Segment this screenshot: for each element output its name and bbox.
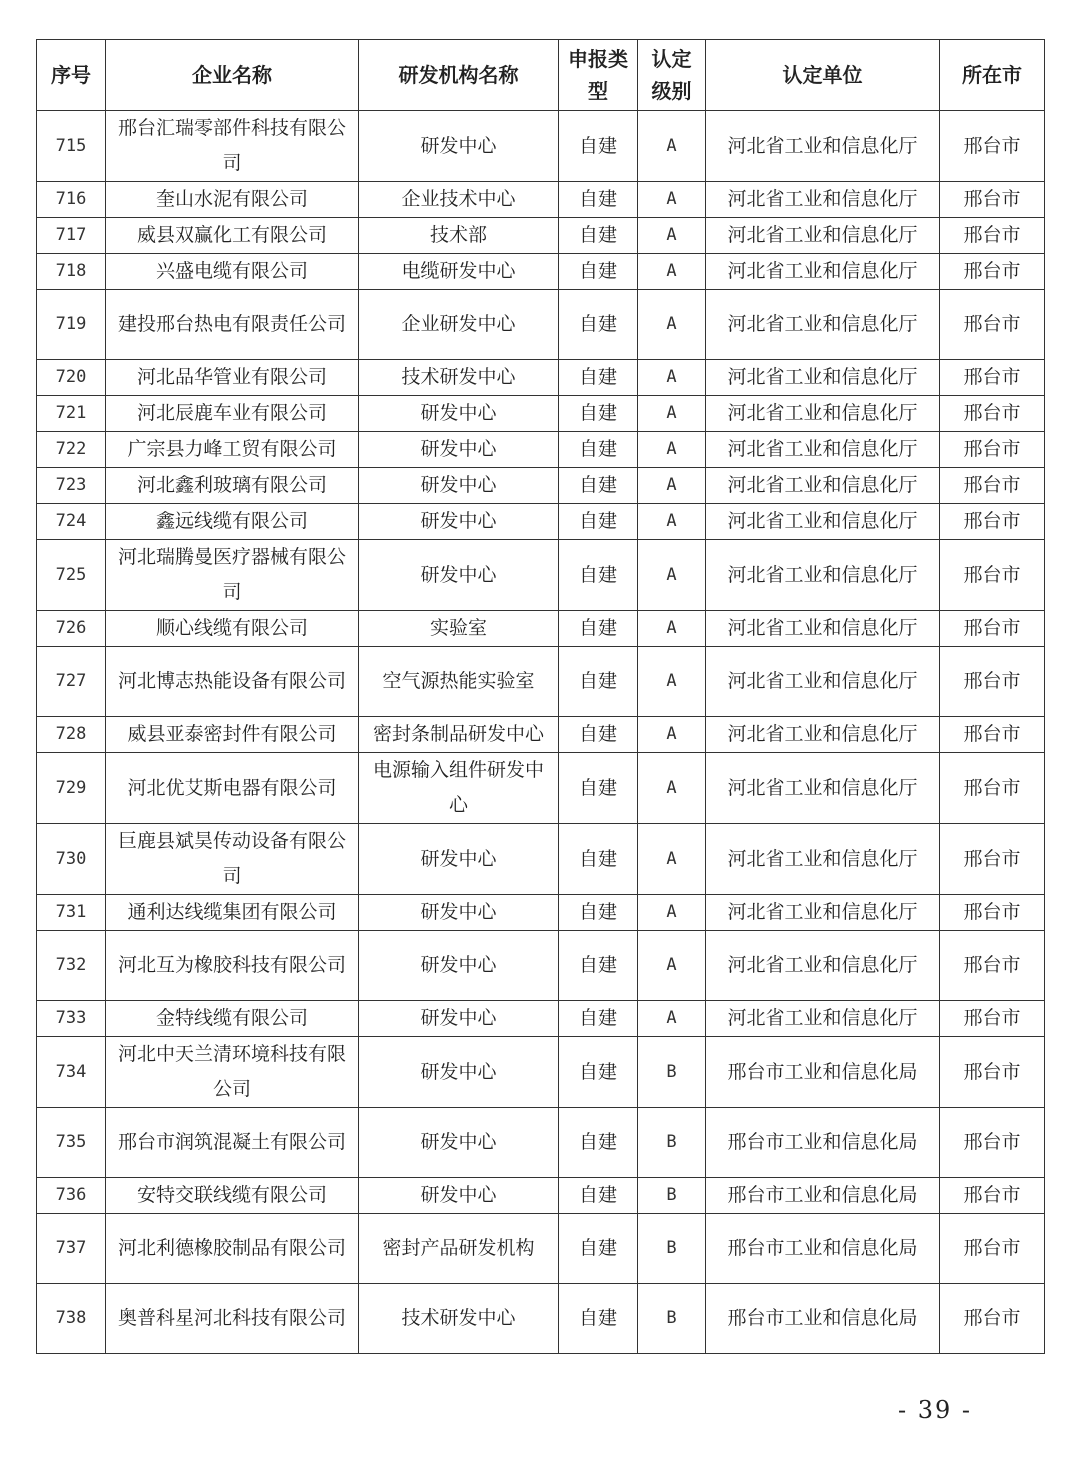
- cell-company: 河北鑫利玻璃有限公司: [106, 468, 359, 504]
- cell-rd-org: 密封条制品研发中心: [359, 717, 559, 753]
- cell-rd-org: 研发中心: [359, 931, 559, 1001]
- cell-unit: 邢台市工业和信息化局: [706, 1037, 940, 1108]
- table-row: [37, 254, 1045, 290]
- cell-company: 广宗县力峰工贸有限公司: [106, 432, 359, 468]
- cell-rd-org: 研发中心: [359, 1037, 559, 1108]
- cell-seq: 730: [37, 824, 106, 895]
- cell-company: 通利达线缆集团有限公司: [106, 895, 359, 931]
- table-row: [37, 1001, 1045, 1037]
- cell-city: 邢台市: [940, 218, 1045, 254]
- cell-level: A: [638, 111, 706, 182]
- cell-unit: 河北省工业和信息化厅: [706, 468, 940, 504]
- cell-level: A: [638, 432, 706, 468]
- cell-unit: 河北省工业和信息化厅: [706, 647, 940, 717]
- cell-rd-org: 研发中心: [359, 396, 559, 432]
- table-row: [37, 895, 1045, 931]
- cell-city: 邢台市: [940, 254, 1045, 290]
- cell-apply-type: 自建: [559, 1037, 638, 1108]
- table-row: [37, 218, 1045, 254]
- cell-company: 邢台汇瑞零部件科技有限公司: [106, 111, 359, 182]
- table-row: [37, 1178, 1045, 1214]
- cell-seq: 715: [37, 111, 106, 182]
- cell-unit: 河北省工业和信息化厅: [706, 1001, 940, 1037]
- cell-level: B: [638, 1108, 706, 1178]
- cell-seq: 716: [37, 182, 106, 218]
- cell-unit: 河北省工业和信息化厅: [706, 611, 940, 647]
- cell-company: 奥普科星河北科技有限公司: [106, 1284, 359, 1354]
- cell-company: 顺心线缆有限公司: [106, 611, 359, 647]
- cell-city: 邢台市: [940, 290, 1045, 360]
- cell-rd-org: 研发中心: [359, 540, 559, 611]
- cell-apply-type: 自建: [559, 396, 638, 432]
- cell-apply-type: 自建: [559, 218, 638, 254]
- table-row: [37, 540, 1045, 611]
- cell-level: A: [638, 468, 706, 504]
- cell-seq: 718: [37, 254, 106, 290]
- cell-seq: 719: [37, 290, 106, 360]
- cell-rd-org: 电缆研发中心: [359, 254, 559, 290]
- cell-rd-org: 密封产品研发机构: [359, 1214, 559, 1284]
- cell-apply-type: 自建: [559, 1284, 638, 1354]
- cell-apply-type: 自建: [559, 432, 638, 468]
- cell-apply-type: 自建: [559, 611, 638, 647]
- cell-city: 邢台市: [940, 432, 1045, 468]
- cell-apply-type: 自建: [559, 360, 638, 396]
- header-city: 所在市: [940, 40, 1045, 111]
- cell-unit: 河北省工业和信息化厅: [706, 290, 940, 360]
- cell-unit: 河北省工业和信息化厅: [706, 218, 940, 254]
- table-row: [37, 396, 1045, 432]
- cell-seq: 732: [37, 931, 106, 1001]
- cell-level: A: [638, 824, 706, 895]
- cell-seq: 724: [37, 504, 106, 540]
- cell-level: A: [638, 396, 706, 432]
- cell-level: B: [638, 1178, 706, 1214]
- cell-rd-org: 空气源热能实验室: [359, 647, 559, 717]
- table-row: [37, 504, 1045, 540]
- cell-apply-type: 自建: [559, 931, 638, 1001]
- cell-level: A: [638, 895, 706, 931]
- cell-company: 巨鹿县斌昊传动设备有限公司: [106, 824, 359, 895]
- cell-seq: 737: [37, 1214, 106, 1284]
- cell-apply-type: 自建: [559, 111, 638, 182]
- cell-unit: 河北省工业和信息化厅: [706, 254, 940, 290]
- cell-unit: 河北省工业和信息化厅: [706, 753, 940, 824]
- cell-level: B: [638, 1037, 706, 1108]
- cell-city: 邢台市: [940, 717, 1045, 753]
- cell-company: 兴盛电缆有限公司: [106, 254, 359, 290]
- cell-city: 邢台市: [940, 1178, 1045, 1214]
- cell-apply-type: 自建: [559, 895, 638, 931]
- table-row: [37, 468, 1045, 504]
- cell-seq: 717: [37, 218, 106, 254]
- cell-unit: 河北省工业和信息化厅: [706, 360, 940, 396]
- cell-company: 河北互为橡胶科技有限公司: [106, 931, 359, 1001]
- cell-unit: 河北省工业和信息化厅: [706, 895, 940, 931]
- cell-city: 邢台市: [940, 396, 1045, 432]
- cell-unit: 河北省工业和信息化厅: [706, 931, 940, 1001]
- cell-rd-org: 技术研发中心: [359, 1284, 559, 1354]
- cell-city: 邢台市: [940, 753, 1045, 824]
- cell-rd-org: 研发中心: [359, 895, 559, 931]
- cell-rd-org: 技术部: [359, 218, 559, 254]
- cell-seq: 738: [37, 1284, 106, 1354]
- table-row: [37, 290, 1045, 360]
- cell-rd-org: 研发中心: [359, 432, 559, 468]
- table-row: [37, 182, 1045, 218]
- cell-rd-org: 研发中心: [359, 1001, 559, 1037]
- cell-apply-type: 自建: [559, 254, 638, 290]
- cell-city: 邢台市: [940, 1001, 1045, 1037]
- cell-city: 邢台市: [940, 540, 1045, 611]
- cell-apply-type: 自建: [559, 1178, 638, 1214]
- table-row: [37, 1284, 1045, 1354]
- cell-seq: 726: [37, 611, 106, 647]
- cell-rd-org: 实验室: [359, 611, 559, 647]
- cell-level: A: [638, 717, 706, 753]
- cell-seq: 729: [37, 753, 106, 824]
- cell-apply-type: 自建: [559, 824, 638, 895]
- cell-unit: 河北省工业和信息化厅: [706, 182, 940, 218]
- cell-company: 威县双赢化工有限公司: [106, 218, 359, 254]
- cell-apply-type: 自建: [559, 1214, 638, 1284]
- cell-city: 邢台市: [940, 111, 1045, 182]
- cell-unit: 河北省工业和信息化厅: [706, 824, 940, 895]
- cell-company: 河北瑞腾曼医疗器械有限公司: [106, 540, 359, 611]
- cell-company: 河北中天兰清环境科技有限公司: [106, 1037, 359, 1108]
- cell-city: 邢台市: [940, 895, 1045, 931]
- table-row: [37, 360, 1045, 396]
- cell-rd-org: 研发中心: [359, 111, 559, 182]
- cell-level: A: [638, 647, 706, 717]
- cell-unit: 河北省工业和信息化厅: [706, 540, 940, 611]
- cell-company: 河北品华管业有限公司: [106, 360, 359, 396]
- cell-city: 邢台市: [940, 1108, 1045, 1178]
- header-company: 企业名称: [106, 40, 359, 111]
- cell-seq: 731: [37, 895, 106, 931]
- cell-rd-org: 技术研发中心: [359, 360, 559, 396]
- table-row: [37, 1214, 1045, 1284]
- cell-apply-type: 自建: [559, 647, 638, 717]
- cell-level: A: [638, 753, 706, 824]
- cell-city: 邢台市: [940, 1214, 1045, 1284]
- cell-seq: 735: [37, 1108, 106, 1178]
- cell-rd-org: 电源输入组件研发中心: [359, 753, 559, 824]
- table-row: [37, 931, 1045, 1001]
- cell-company: 鑫远线缆有限公司: [106, 504, 359, 540]
- cell-rd-org: 企业研发中心: [359, 290, 559, 360]
- cell-unit: 邢台市工业和信息化局: [706, 1108, 940, 1178]
- cell-city: 邢台市: [940, 468, 1045, 504]
- cell-apply-type: 自建: [559, 717, 638, 753]
- cell-level: A: [638, 290, 706, 360]
- cell-seq: 723: [37, 468, 106, 504]
- rd-institution-table: [36, 39, 1045, 1354]
- cell-city: 邢台市: [940, 931, 1045, 1001]
- table-row: [37, 717, 1045, 753]
- cell-unit: 邢台市工业和信息化局: [706, 1178, 940, 1214]
- cell-seq: 734: [37, 1037, 106, 1108]
- cell-apply-type: 自建: [559, 290, 638, 360]
- cell-apply-type: 自建: [559, 1108, 638, 1178]
- table-row: [37, 647, 1045, 717]
- cell-unit: 河北省工业和信息化厅: [706, 717, 940, 753]
- cell-unit: 河北省工业和信息化厅: [706, 111, 940, 182]
- cell-company: 安特交联线缆有限公司: [106, 1178, 359, 1214]
- header-unit: 认定单位: [706, 40, 940, 111]
- cell-level: A: [638, 360, 706, 396]
- cell-rd-org: 企业技术中心: [359, 182, 559, 218]
- header-rd-org: 研发机构名称: [359, 40, 559, 111]
- cell-rd-org: 研发中心: [359, 504, 559, 540]
- table-row: [37, 753, 1045, 824]
- cell-city: 邢台市: [940, 824, 1045, 895]
- cell-city: 邢台市: [940, 182, 1045, 218]
- cell-rd-org: 研发中心: [359, 824, 559, 895]
- cell-city: 邢台市: [940, 504, 1045, 540]
- cell-level: B: [638, 1284, 706, 1354]
- cell-seq: 727: [37, 647, 106, 717]
- cell-apply-type: 自建: [559, 753, 638, 824]
- table-row: [37, 1108, 1045, 1178]
- cell-city: 邢台市: [940, 1037, 1045, 1108]
- cell-rd-org: 研发中心: [359, 1108, 559, 1178]
- cell-seq: 720: [37, 360, 106, 396]
- cell-apply-type: 自建: [559, 468, 638, 504]
- header-seq: 序号: [37, 40, 106, 111]
- cell-level: A: [638, 611, 706, 647]
- cell-unit: 河北省工业和信息化厅: [706, 396, 940, 432]
- cell-apply-type: 自建: [559, 540, 638, 611]
- cell-company: 金特线缆有限公司: [106, 1001, 359, 1037]
- table-row: [37, 824, 1045, 895]
- cell-unit: 河北省工业和信息化厅: [706, 504, 940, 540]
- cell-level: A: [638, 1001, 706, 1037]
- cell-company: 河北辰鹿车业有限公司: [106, 396, 359, 432]
- cell-seq: 725: [37, 540, 106, 611]
- cell-seq: 736: [37, 1178, 106, 1214]
- cell-level: A: [638, 931, 706, 1001]
- cell-company: 奎山水泥有限公司: [106, 182, 359, 218]
- cell-level: A: [638, 218, 706, 254]
- cell-city: 邢台市: [940, 1284, 1045, 1354]
- table-row: [37, 432, 1045, 468]
- cell-unit: 河北省工业和信息化厅: [706, 432, 940, 468]
- page-number: - 39 -: [898, 1396, 973, 1424]
- table-row: [37, 611, 1045, 647]
- cell-level: A: [638, 504, 706, 540]
- cell-rd-org: 研发中心: [359, 468, 559, 504]
- cell-seq: 728: [37, 717, 106, 753]
- cell-level: A: [638, 254, 706, 290]
- header-level: 认定级别: [638, 40, 706, 111]
- cell-apply-type: 自建: [559, 1001, 638, 1037]
- cell-city: 邢台市: [940, 360, 1045, 396]
- cell-company: 邢台市润筑混凝土有限公司: [106, 1108, 359, 1178]
- cell-company: 河北利德橡胶制品有限公司: [106, 1214, 359, 1284]
- cell-city: 邢台市: [940, 611, 1045, 647]
- table-row: [37, 1037, 1045, 1108]
- cell-seq: 722: [37, 432, 106, 468]
- cell-apply-type: 自建: [559, 504, 638, 540]
- cell-apply-type: 自建: [559, 182, 638, 218]
- cell-company: 河北优艾斯电器有限公司: [106, 753, 359, 824]
- cell-seq: 721: [37, 396, 106, 432]
- cell-unit: 邢台市工业和信息化局: [706, 1214, 940, 1284]
- cell-unit: 邢台市工业和信息化局: [706, 1284, 940, 1354]
- cell-level: A: [638, 540, 706, 611]
- cell-rd-org: 研发中心: [359, 1178, 559, 1214]
- cell-company: 威县亚泰密封件有限公司: [106, 717, 359, 753]
- cell-seq: 733: [37, 1001, 106, 1037]
- cell-company: 河北博志热能设备有限公司: [106, 647, 359, 717]
- cell-company: 建投邢台热电有限责任公司: [106, 290, 359, 360]
- cell-level: B: [638, 1214, 706, 1284]
- cell-city: 邢台市: [940, 647, 1045, 717]
- table-row: [37, 111, 1045, 182]
- cell-level: A: [638, 182, 706, 218]
- header-apply-type: 申报类型: [559, 40, 638, 111]
- table-header-row: [37, 40, 1045, 111]
